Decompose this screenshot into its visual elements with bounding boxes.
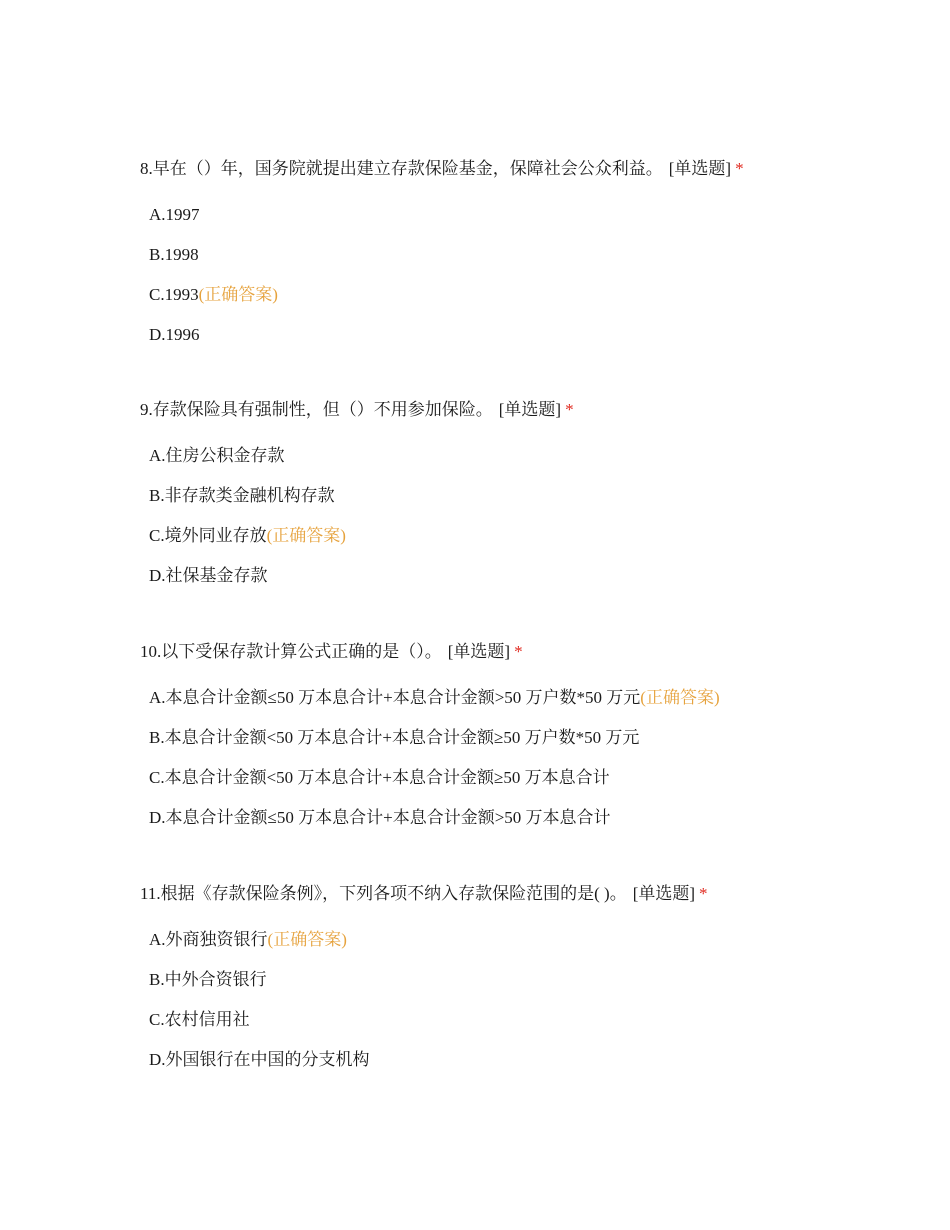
option-label: A.1997 bbox=[149, 205, 200, 224]
required-mark: * bbox=[735, 159, 744, 178]
question-text: 8.早在（）年，国务院就提出建立存款保险基金，保障社会公众利益。 bbox=[140, 159, 663, 178]
question-type: [单选题] bbox=[498, 400, 562, 419]
required-mark: * bbox=[699, 884, 708, 903]
required-mark: * bbox=[514, 642, 523, 661]
correct-answer-tag: (正确答案) bbox=[266, 526, 346, 545]
option-list bbox=[149, 203, 920, 347]
question-10 bbox=[140, 640, 920, 846]
option-label: A.住房公积金存款 bbox=[149, 446, 285, 465]
option-c[interactable] bbox=[149, 283, 920, 307]
option-list bbox=[149, 928, 920, 1072]
option-list bbox=[149, 444, 920, 588]
option-c[interactable] bbox=[149, 1008, 920, 1032]
option-label: B.本息合计金额<50 万本息合计+本息合计金额≥50 万户数*50 万元 bbox=[149, 728, 640, 747]
option-label: C.境外同业存放 bbox=[149, 526, 267, 545]
question-type: [单选题] bbox=[447, 642, 511, 661]
option-list bbox=[149, 686, 920, 830]
option-a[interactable] bbox=[149, 686, 920, 710]
question-type: [单选题] bbox=[668, 159, 732, 178]
option-d[interactable] bbox=[149, 564, 920, 588]
question-11 bbox=[140, 882, 920, 1088]
option-label: C.1993 bbox=[149, 285, 199, 304]
option-label: C.农村信用社 bbox=[149, 1010, 250, 1029]
question-text: 9.存款保险具有强制性，但（）不用参加保险。 bbox=[140, 400, 493, 419]
option-a[interactable] bbox=[149, 928, 920, 952]
correct-answer-tag: (正确答案) bbox=[198, 285, 278, 304]
required-mark: * bbox=[565, 400, 574, 419]
option-b[interactable] bbox=[149, 484, 920, 508]
option-c[interactable] bbox=[149, 524, 920, 548]
option-a[interactable] bbox=[149, 444, 920, 468]
option-d[interactable] bbox=[149, 806, 920, 830]
option-b[interactable] bbox=[149, 243, 920, 267]
option-b[interactable] bbox=[149, 968, 920, 992]
option-label: A.本息合计金额≤50 万本息合计+本息合计金额>50 万户数*50 万元 bbox=[149, 688, 641, 707]
option-b[interactable] bbox=[149, 726, 920, 750]
option-label: D.1996 bbox=[149, 325, 200, 344]
option-label: B.中外合资银行 bbox=[149, 970, 267, 989]
question-text: 11.根据《存款保险条例》，下列各项不纳入存款保险范围的是( )。 bbox=[140, 884, 627, 903]
correct-answer-tag: (正确答案) bbox=[267, 930, 347, 949]
question-title bbox=[140, 398, 920, 422]
question-title bbox=[140, 882, 920, 906]
option-c[interactable] bbox=[149, 766, 920, 790]
option-label: B.1998 bbox=[149, 245, 199, 264]
option-label: D.本息合计金额≤50 万本息合计+本息合计金额>50 万本息合计 bbox=[149, 808, 611, 827]
question-title bbox=[140, 157, 920, 181]
option-d[interactable] bbox=[149, 323, 920, 347]
question-title bbox=[140, 640, 920, 664]
question-8 bbox=[140, 157, 920, 363]
option-label: D.外国银行在中国的分支机构 bbox=[149, 1050, 370, 1069]
option-label: B.非存款类金融机构存款 bbox=[149, 486, 335, 505]
correct-answer-tag: (正确答案) bbox=[640, 688, 720, 707]
question-9 bbox=[140, 398, 920, 604]
question-text: 10.以下受保存款计算公式正确的是（）。 bbox=[140, 642, 442, 661]
option-label: A.外商独资银行 bbox=[149, 930, 268, 949]
option-label: C.本息合计金额<50 万本息合计+本息合计金额≥50 万本息合计 bbox=[149, 768, 610, 787]
option-a[interactable] bbox=[149, 203, 920, 227]
question-type: [单选题] bbox=[632, 884, 696, 903]
option-d[interactable] bbox=[149, 1048, 920, 1072]
option-label: D.社保基金存款 bbox=[149, 566, 268, 585]
